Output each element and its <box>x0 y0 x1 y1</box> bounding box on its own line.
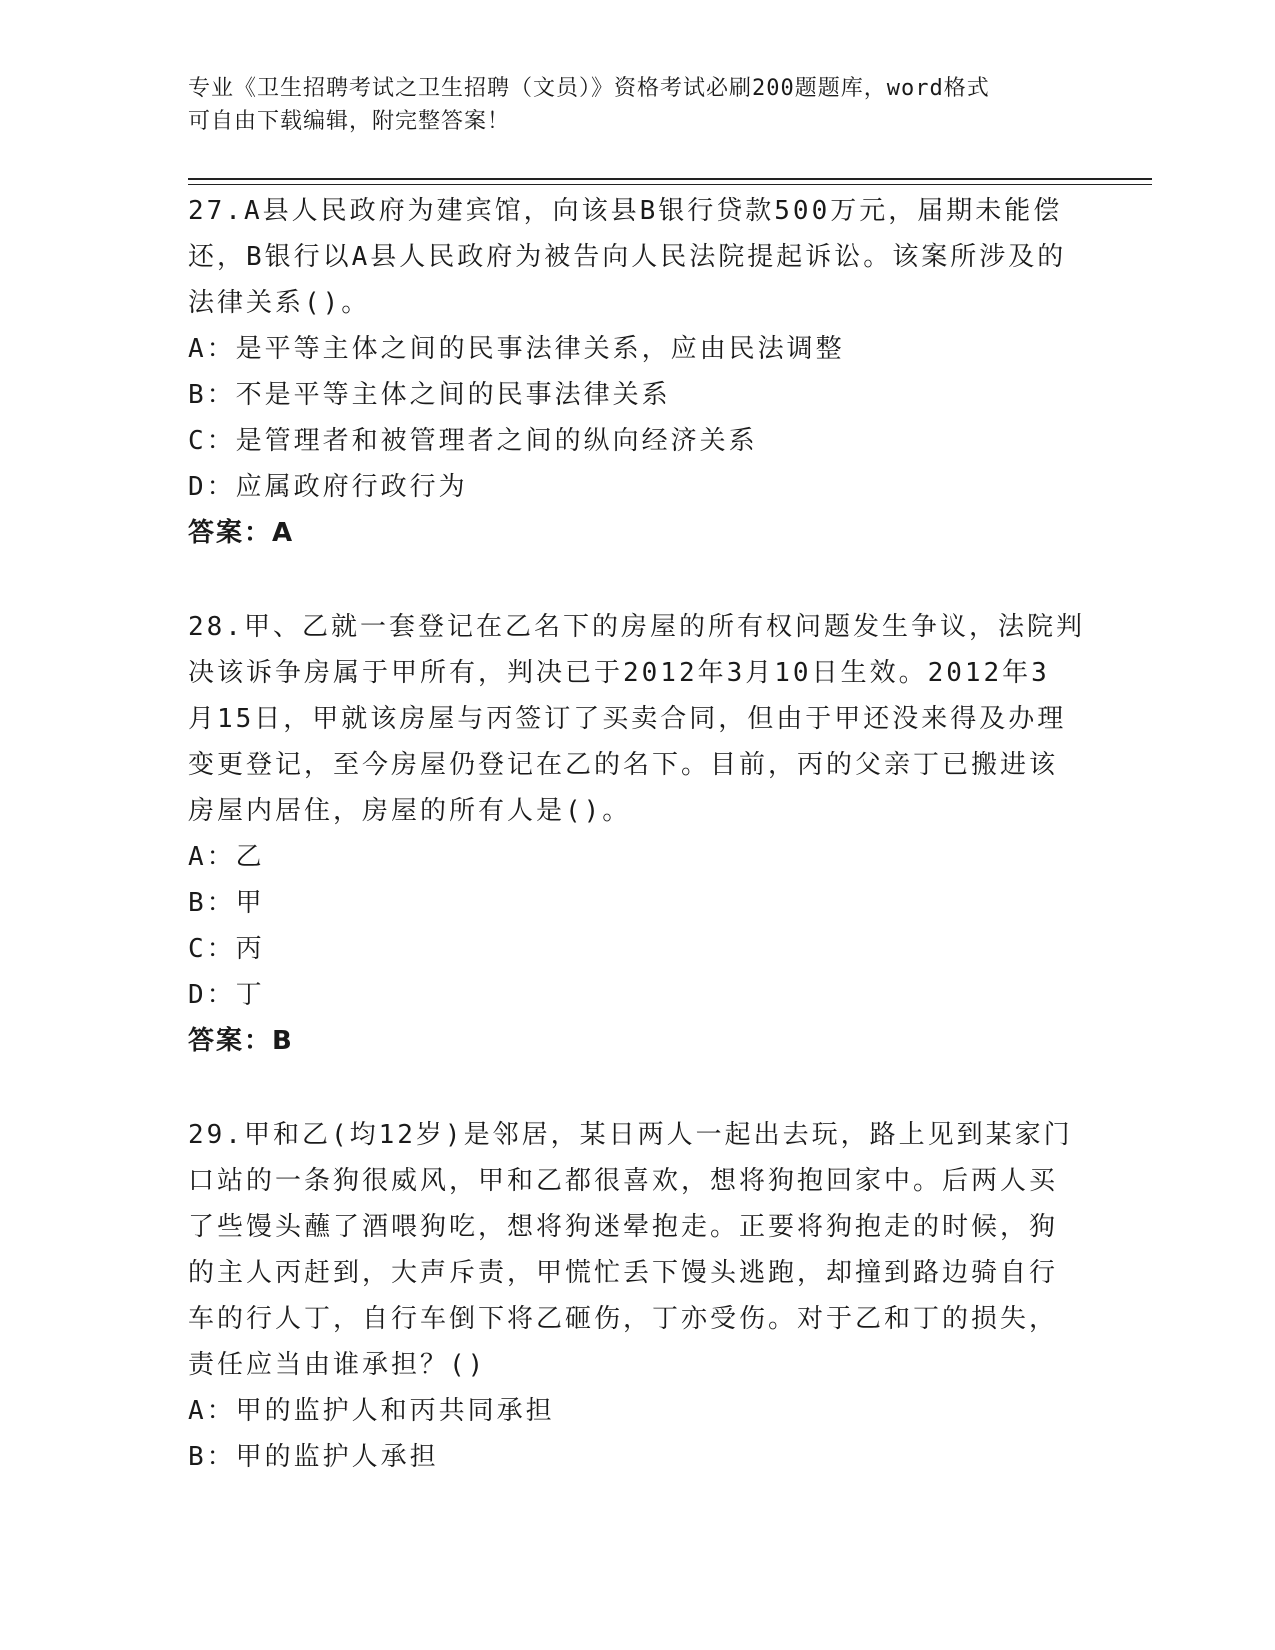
option-b: B：甲 <box>188 888 265 918</box>
question-spacer <box>188 556 1088 604</box>
question-text-line: 责任应当由谁承担？() <box>188 1350 487 1380</box>
option-c: C：是管理者和被管理者之间的纵向经济关系 <box>188 426 758 456</box>
option-c: C：丙 <box>188 934 265 964</box>
question-text-line: 的主人丙赶到，大声斥责，甲慌忙丢下馒头逃跑，却撞到路边骑自行 <box>188 1258 1059 1288</box>
header-line-2: 可自由下载编辑，附完整答案！ <box>188 109 511 134</box>
question-29 <box>188 1112 1088 1480</box>
option-d: D：应属政府行政行为 <box>188 472 468 502</box>
question-28 <box>188 604 1088 1064</box>
question-text-line: 28.甲、乙就一套登记在乙名下的房屋的所有权问题发生争议，法院判 <box>188 612 1085 642</box>
option-b: B：不是平等主体之间的民事法律关系 <box>188 380 671 410</box>
answer-label: 答案：A <box>188 518 295 548</box>
question-text-line: 变更登记，至今房屋仍登记在乙的名下。目前，丙的父亲丁已搬进该 <box>188 750 1059 780</box>
option-a: A：是平等主体之间的民事法律关系，应由民法调整 <box>188 334 845 364</box>
question-text-line: 了些馒头蘸了酒喂狗吃，想将狗迷晕抱走。正要将狗抱走的时候，狗 <box>188 1212 1059 1242</box>
header-divider-thick <box>188 178 1152 180</box>
question-text-line: 月15日，甲就该房屋与丙签订了买卖合同，但由于甲还没来得及办理 <box>188 704 1067 734</box>
header-divider-thin <box>188 184 1152 185</box>
document-header <box>188 72 1068 138</box>
question-27 <box>188 188 1088 556</box>
answer-label: 答案：B <box>188 1026 294 1056</box>
question-list <box>188 188 1088 1480</box>
question-text-line: 27.A县人民政府为建宾馆，向该县B银行贷款500万元，届期未能偿 <box>188 196 1063 226</box>
header-line-1: 专业《卫生招聘考试之卫生招聘（文员）》资格考试必刷200题题库，word格式 <box>188 76 990 101</box>
question-text-line: 车的行人丁，自行车倒下将乙砸伤，丁亦受伤。对于乙和丁的损失， <box>188 1304 1059 1334</box>
question-text-line: 法律关系()。 <box>188 288 371 318</box>
question-text-line: 还，B银行以A县人民政府为被告向人民法院提起诉讼。该案所涉及的 <box>188 242 1067 272</box>
question-text-line: 口站的一条狗很威风，甲和乙都很喜欢，想将狗抱回家中。后两人买 <box>188 1166 1059 1196</box>
option-b: B：甲的监护人承担 <box>188 1442 439 1472</box>
question-spacer <box>188 1064 1088 1112</box>
question-text-line: 决该诉争房属于甲所有，判决已于2012年3月10日生效。2012年3 <box>188 658 1050 688</box>
option-d: D：丁 <box>188 980 265 1010</box>
question-text-line: 29.甲和乙(均12岁)是邻居，某日两人一起出去玩，路上见到某家门 <box>188 1120 1073 1150</box>
option-a: A：甲的监护人和丙共同承担 <box>188 1396 555 1426</box>
question-text-line: 房屋内居住，房屋的所有人是()。 <box>188 796 632 826</box>
option-a: A：乙 <box>188 842 265 872</box>
